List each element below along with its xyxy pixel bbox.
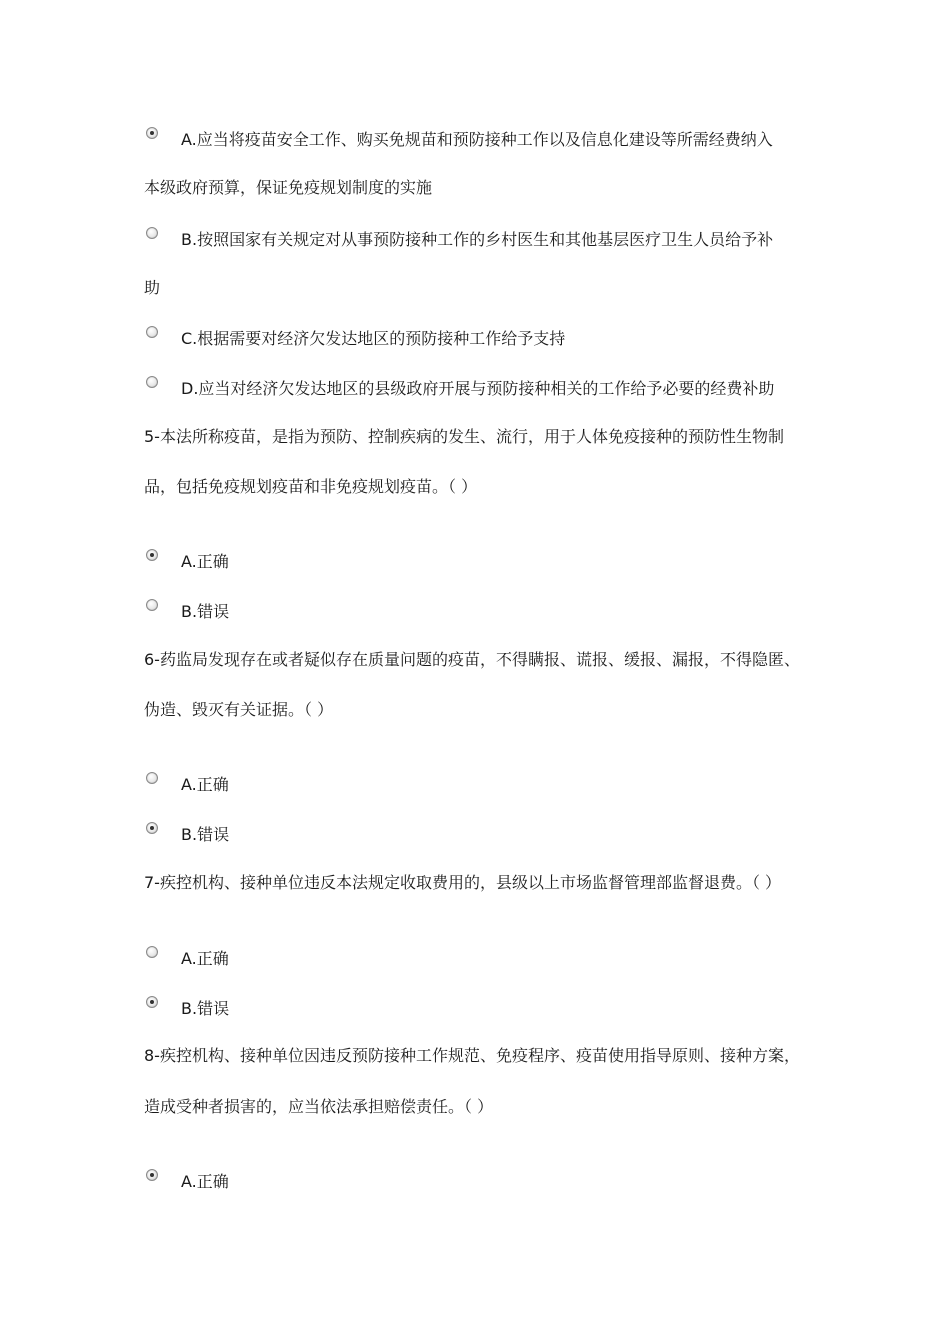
q7-option-a-radio[interactable] bbox=[146, 946, 158, 958]
q5-option-b-radio[interactable] bbox=[146, 599, 158, 611]
q8-text: 8-疾控机构、接种单位因违反预防接种工作规范、免疫程序、疫苗使用指导原则、接种方案， bbox=[144, 1046, 800, 1065]
q4-option-b-label: B.按照国家有关规定对从事预防接种工作的乡村医生和其他基层医疗卫生人员给予补 bbox=[181, 230, 774, 249]
q4-option-c-radio[interactable] bbox=[146, 326, 158, 338]
q5-text-cont: 品，包括免疫规划疫苗和非免疫规划疫苗。（ ） bbox=[144, 477, 478, 496]
q8-text-cont: 造成受种者损害的，应当依法承担赔偿责任。（ ） bbox=[144, 1097, 494, 1116]
q7-option-a-label: A.正确 bbox=[181, 949, 229, 968]
q7-text: 7-疾控机构、接种单位违反本法规定收取费用的，县级以上市场监督管理部监督退费。（ ） bbox=[144, 873, 782, 892]
q6-text: 6-药监局发现存在或者疑似存在质量问题的疫苗，不得瞒报、谎报、缓报、漏报，不得隐匿、 bbox=[144, 650, 800, 669]
q4-option-d-label: D.应当对经济欠发达地区的县级政府开展与预防接种相关的工作给予必要的经费补助 bbox=[181, 379, 775, 398]
q6-option-a-radio[interactable] bbox=[146, 772, 158, 784]
q6-text-cont: 伪造、毁灭有关证据。（ ） bbox=[144, 700, 334, 719]
q6-option-b-radio[interactable] bbox=[146, 822, 158, 834]
q6-option-b-label: B.错误 bbox=[181, 825, 230, 844]
q7-option-b-label: B.错误 bbox=[181, 999, 230, 1018]
q5-option-a-label: A.正确 bbox=[181, 552, 229, 571]
q8-option-a-radio[interactable] bbox=[146, 1169, 158, 1181]
q5-text: 5-本法所称疫苗，是指为预防、控制疾病的发生、流行，用于人体免疫接种的预防性生物制 bbox=[144, 427, 784, 446]
q6-option-a-label: A.正确 bbox=[181, 775, 229, 794]
q4-option-a-label: A.应当将疫苗安全工作、购买免规苗和预防接种工作以及信息化建设等所需经费纳入 bbox=[181, 130, 773, 149]
q4-option-b-radio[interactable] bbox=[146, 227, 158, 239]
q4-option-a-label-cont: 本级政府预算，保证免疫规划制度的实施 bbox=[144, 178, 433, 197]
q4-option-d-radio[interactable] bbox=[146, 376, 158, 388]
q5-option-a-radio[interactable] bbox=[146, 549, 158, 561]
q4-option-a-radio[interactable] bbox=[146, 127, 158, 139]
q4-option-c-label: C.根据需要对经济欠发达地区的预防接种工作给予支持 bbox=[181, 329, 566, 348]
q5-option-b-label: B.错误 bbox=[181, 602, 230, 621]
q8-option-a-label: A.正确 bbox=[181, 1172, 229, 1191]
q7-option-b-radio[interactable] bbox=[146, 996, 158, 1008]
q4-option-b-label-cont: 助 bbox=[144, 278, 161, 297]
